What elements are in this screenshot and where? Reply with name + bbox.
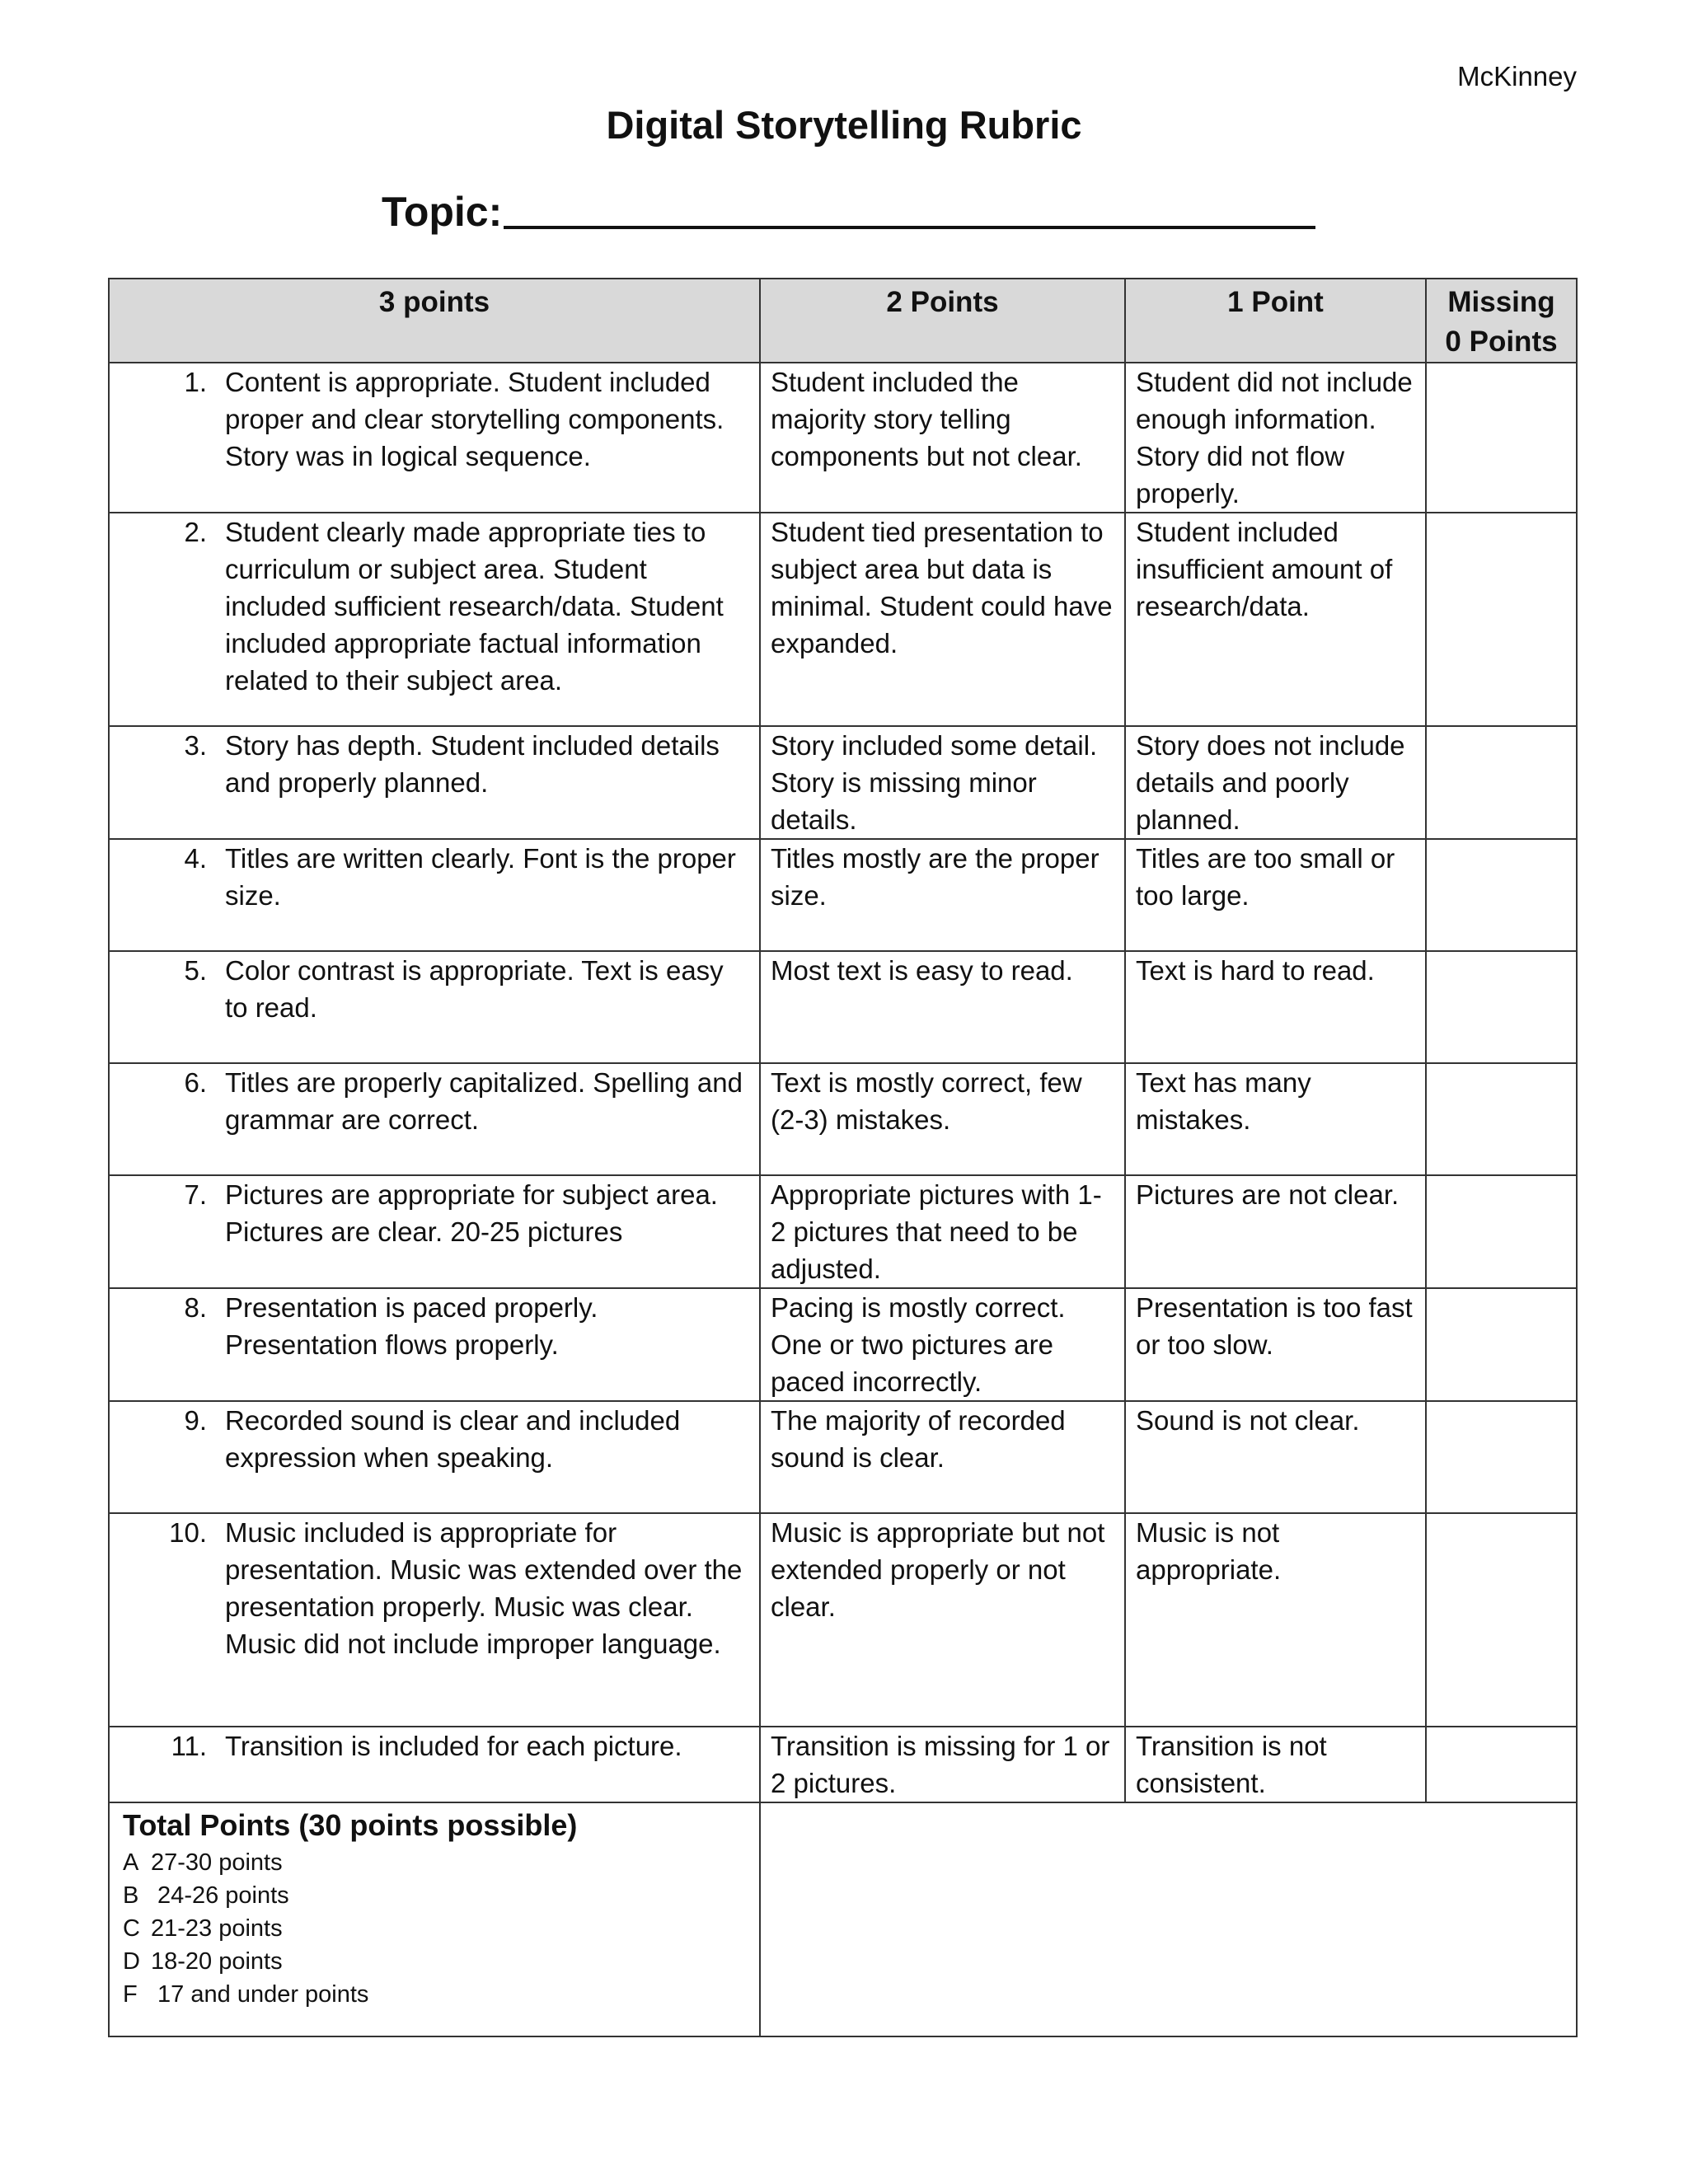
criterion-missing-cell [1426,1727,1577,1802]
header-missing-line1: Missing [1447,286,1555,318]
grade-range: 24-26 points [151,1882,289,1909]
criterion-3-points-text: Content is appropriate. Student included proper and clear storytelling components. Story was in logical sequence. [225,367,724,471]
criterion-2-points-text: Pacing is mostly correct. One or two pictures are paced incorrectly. [760,1288,1125,1401]
criterion-row [109,363,1577,513]
grade-letter: B [123,1882,139,1909]
criterion-row [109,726,1577,839]
criterion-1-point-text: Titles are too small or too large. [1125,839,1426,951]
criterion-2-points-text: Student included the majority story telling components but not clear. [760,363,1125,513]
topic-field [382,188,1315,236]
criterion-3-points-cell [109,363,760,513]
criterion-3-points-text: Recorded sound is clear and included expression when speaking. [225,1405,681,1473]
header-row [109,279,1577,363]
grade-range: 27-30 points [151,1849,283,1876]
criterion-number: 9. [184,1405,207,1436]
criterion-missing-cell [1426,1175,1577,1288]
criterion-3-points-text: Titles are written clearly. Font is the proper size. [225,843,736,911]
criterion-3-points-text: Transition is included for each picture. [225,1731,682,1761]
header-2-points: 2 Points [760,279,1125,363]
criterion-1-point-text: Pictures are not clear. [1125,1175,1426,1288]
criterion-3-points-cell [109,951,760,1063]
total-points-row [109,1802,1577,2036]
criterion-number: 1. [184,367,207,397]
criterion-2-points-text: Transition is missing for 1 or 2 pictures. [760,1727,1125,1802]
criterion-3-points-text: Pictures are appropriate for subject area. Pictures are clear. 20-25 pictures [225,1179,718,1247]
criterion-row [109,1175,1577,1288]
criterion-2-points-text: Story included some detail. Story is missing minor details. [760,726,1125,839]
criterion-3-points-text: Music included is appropriate for presentation. Music was extended over the presentation properly. Music was clear. Music did not include improper language. [225,1517,743,1659]
criterion-number: 8. [184,1292,207,1323]
criterion-row [109,1288,1577,1401]
header-missing-line2: 0 Points [1445,326,1558,358]
grade-scale-item [123,1978,749,2011]
criterion-row [109,513,1577,726]
criterion-3-points-cell [109,1513,760,1727]
rubric-table [108,278,1578,2037]
criterion-1-point-text: Text has many mistakes. [1125,1063,1426,1175]
header-missing [1426,279,1577,363]
criterion-missing-cell [1426,1063,1577,1175]
criterion-3-points-cell [109,1401,760,1513]
criterion-2-points-text: Most text is easy to read. [760,951,1125,1063]
criterion-1-point-text: Transition is not consistent. [1125,1727,1426,1802]
criterion-row [109,1401,1577,1513]
criterion-row [109,951,1577,1063]
criterion-3-points-text: Student clearly made appropriate ties to curriculum or subject area. Student included sufficient research/data. Student included appropriate factual information related to their subject area. [225,517,724,696]
criterion-row [109,1513,1577,1727]
grade-scale-item [123,1945,749,1978]
grade-range: 21-23 points [151,1915,283,1942]
grade-letter: D [123,1948,140,1975]
grade-letter: C [123,1915,140,1942]
criterion-missing-cell [1426,513,1577,726]
criterion-missing-cell [1426,951,1577,1063]
criterion-3-points-text: Story has depth. Student included details and properly planned. [225,730,720,798]
grade-range: 17 and under points [151,1981,369,2008]
grade-letter: F [123,1981,138,2008]
criterion-3-points-cell [109,1175,760,1288]
criterion-missing-cell [1426,1288,1577,1401]
criterion-3-points-text: Titles are properly capitalized. Spelling and grammar are correct. [225,1067,743,1135]
header-1-point: 1 Point [1125,279,1426,363]
criterion-missing-cell [1426,363,1577,513]
criterion-3-points-cell [109,1063,760,1175]
criterion-2-points-text: Titles mostly are the proper size. [760,839,1125,951]
criterion-3-points-cell [109,1288,760,1401]
criterion-2-points-text: Text is mostly correct, few (2-3) mistakes. [760,1063,1125,1175]
criterion-number: 6. [184,1067,207,1098]
criterion-1-point-text: Text is hard to read. [1125,951,1426,1063]
grade-range: 18-20 points [151,1948,283,1975]
criterion-2-points-text: The majority of recorded sound is clear. [760,1401,1125,1513]
grade-scale-item [123,1846,749,1879]
criterion-2-points-text: Student tied presentation to subject area but data is minimal. Student could have expanded. [760,513,1125,726]
rubric-body [109,363,1577,2036]
criterion-2-points-text: Appropriate pictures with 1-2 pictures that need to be adjusted. [760,1175,1125,1288]
criterion-missing-cell [1426,1401,1577,1513]
topic-label: Topic: [382,189,503,235]
document-title: Digital Storytelling Rubric [606,103,1082,147]
criterion-missing-cell [1426,1513,1577,1727]
criterion-1-point-text: Sound is not clear. [1125,1401,1426,1513]
criterion-3-points-text: Color contrast is appropriate. Text is easy to read. [225,955,724,1023]
criterion-number: 4. [184,843,207,874]
topic-blank-line [504,226,1315,229]
criterion-row [109,839,1577,951]
criterion-3-points-cell [109,513,760,726]
total-points-title: Total Points (30 points possible) [123,1808,578,1842]
author-name: McKinney [1457,61,1577,91]
grade-scale-item [123,1912,749,1945]
grade-scale-item [123,1879,749,1912]
criterion-1-point-text: Student included insufficient amount of research/data. [1125,513,1426,726]
criterion-row [109,1063,1577,1175]
criterion-number: 7. [184,1179,207,1210]
criterion-1-point-text: Presentation is too fast or too slow. [1125,1288,1426,1401]
criterion-1-point-text: Student did not include enough information. Story did not flow properly. [1125,363,1426,513]
total-points-score-cell [760,1802,1577,2036]
criterion-1-point-text: Music is not appropriate. [1125,1513,1426,1727]
criterion-number: 2. [184,517,207,547]
criterion-number: 3. [184,730,207,761]
criterion-number: 11. [171,1731,207,1761]
criterion-row [109,1727,1577,1802]
criterion-number: 10. [169,1517,207,1548]
criterion-missing-cell [1426,726,1577,839]
criterion-3-points-cell [109,1727,760,1802]
criterion-3-points-cell [109,726,760,839]
criterion-number: 5. [184,955,207,986]
criterion-missing-cell [1426,839,1577,951]
criterion-2-points-text: Music is appropriate but not extended properly or not clear. [760,1513,1125,1727]
criterion-1-point-text: Story does not include details and poorly planned. [1125,726,1426,839]
total-points-cell [109,1802,760,2036]
criterion-3-points-text: Presentation is paced properly. Presentation flows properly. [225,1292,598,1360]
grade-letter: A [123,1849,139,1876]
header-3-points: 3 points [109,279,760,363]
criterion-3-points-cell [109,839,760,951]
